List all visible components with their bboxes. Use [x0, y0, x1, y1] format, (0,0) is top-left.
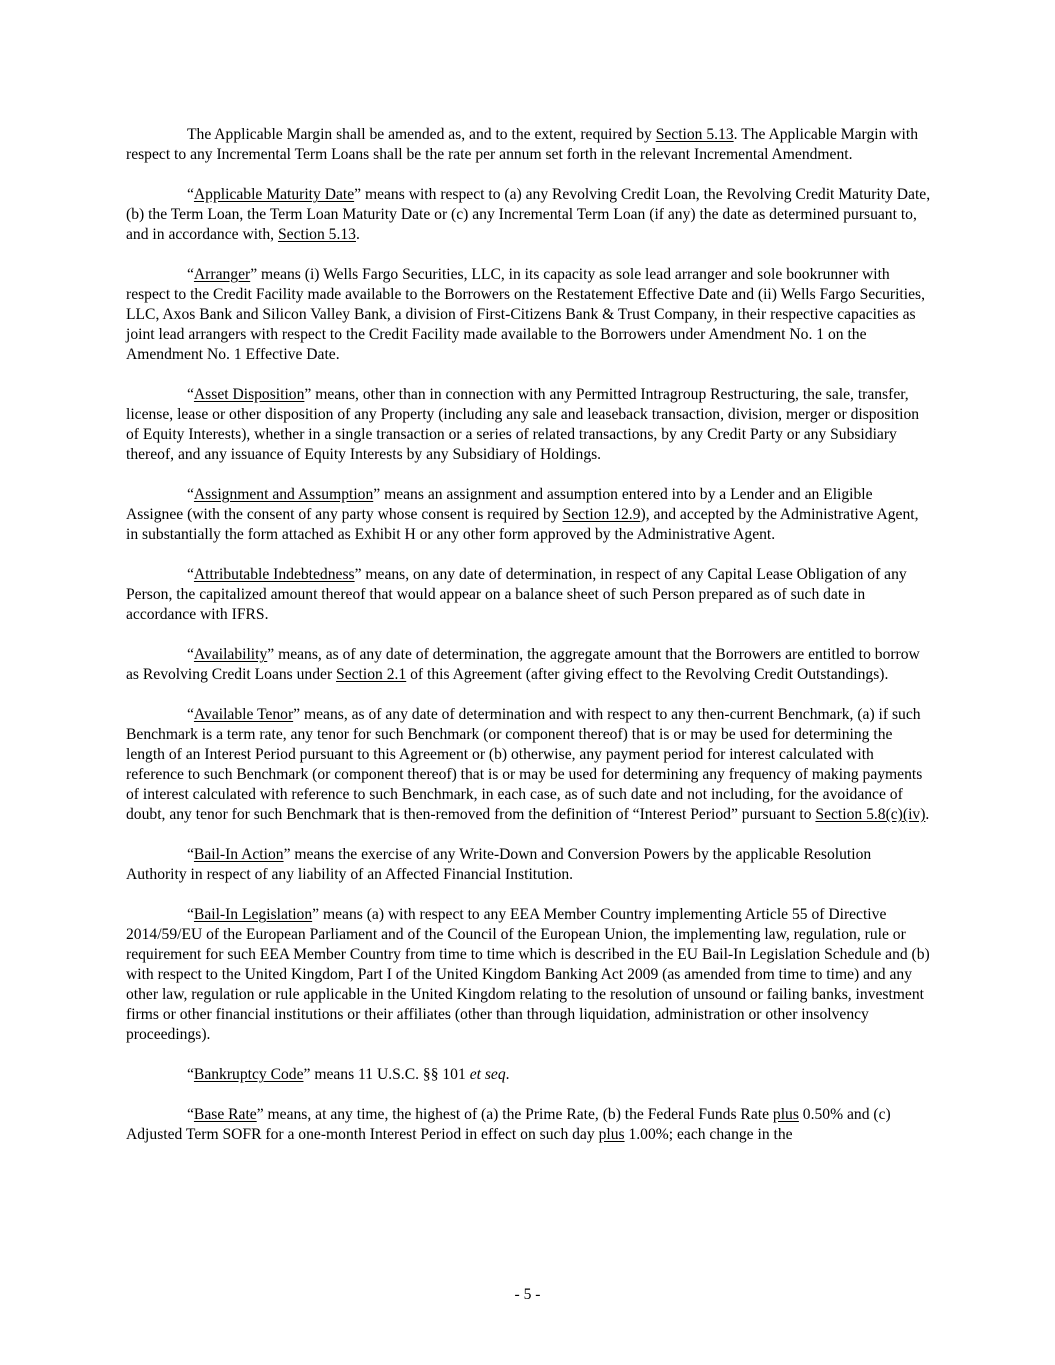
underlined-term: Bail-In Action [193, 846, 284, 863]
underlined-term: Section 5.8(c)(iv) [815, 806, 926, 823]
text-run: “ [187, 906, 194, 923]
italic-text: et seq [469, 1066, 506, 1083]
page-number: - 5 - [514, 1286, 541, 1303]
underlined-term: Section 2.1 [336, 666, 407, 683]
text-run: The Applicable Margin shall be amended as, and to the extent, required by [187, 126, 656, 143]
definition-paragraph [126, 845, 932, 885]
text-run: “ [187, 706, 194, 723]
document-body [126, 125, 932, 1145]
text-run: of this Agreement (after giving effect to the Revolving Credit Outstandings). [406, 666, 889, 683]
text-run: “ [187, 566, 194, 583]
definition-paragraph [126, 265, 932, 365]
text-run: ” means, as of any date of determination and with respect to any then-current Benchmark, (a) if such Benchmark is a term rate, any tenor for such Benchmark (or component thereof) that is or may be used for determining the length of an Interest Period pursuant to this Agreement or (b) otherwise, any payment period for interest calculated with reference to such Benchmark (or component thereof) that is or may be used for determining any frequency of making payments of interest calculated with reference to such Benchmark, in each case, as of such date and not including, for the avoidance of doubt, any tenor for such Benchmark that is then-removed from the definition of “Interest Period” pursuant to [126, 706, 923, 823]
text-run: ” means with respect to (a) any Revolving Credit Loan, the Revolving Credit Maturity Date, (b) the Term Loan, the Term Loan Maturity Date or (c) any Incremental Term Loan (if any) the date as determined pursuant to, and in accordance with, [126, 186, 931, 243]
underlined-term: Bail-In Legislation [193, 906, 313, 923]
text-run: ” means, on any date of determination, in respect of any Capital Lease Obligation of any Person, the capitalized amount thereof that would appear on a balance sheet of such Person prepared as of such date in accordance with IFRS. [126, 566, 907, 623]
underlined-term: Arranger [193, 266, 251, 283]
text-run: . [355, 226, 360, 243]
underlined-term: Available Tenor [193, 706, 294, 723]
underlined-term: plus [598, 1126, 625, 1143]
underlined-term: Section 5.13 [277, 226, 356, 243]
definition-paragraph [126, 565, 932, 625]
text-run: . The Applicable Margin with respect to any Incremental Term Loans shall be the rate per annum set forth in the relevant Incremental Amendment. [126, 126, 919, 163]
text-run: ” means (i) Wells Fargo Securities, LLC, in its capacity as sole lead arranger and sole bookrunner with respect to the Credit Facility made available to the Borrowers on the Restatement Effective Date and (ii) Wells Fargo Securities, LLC, Axos Bank and Silicon Valley Bank, a division of First-Citizens Bank & Trust Company, in their respective capacities as joint lead arrangers with respect to the Credit Facility made available to the Borrowers under Amendment No. 1 on the Amendment No. 1 Effective Date. [126, 266, 925, 363]
text-run: ” means, other than in connection with any Permitted Intragroup Restructuring, the sale, transfer, license, lease or other disposition of any Property (including any sale and leaseback transaction, division, merger or disposition of Equity Interests), whether in a single transaction or a series of related transactions, by any Credit Party or any Subsidiary thereof, and any issuance of Equity Interests by any Subsidiary of Holdings. [126, 386, 920, 463]
underlined-term: Asset Disposition [193, 386, 305, 403]
definition-paragraph [126, 905, 932, 1045]
definition-paragraph [126, 1105, 932, 1145]
text-run: ” means (a) with respect to any EEA Member Country implementing Article 55 of Directive 2014/59/EU of the European Parliament and of the Council of the European Union, the implementing law, regulation, rule or requirement for such EEA Member Country from time to time which is described in the EU Bail-In Legislation Schedule and (b) with respect to the United Kingdom, Part I of the United Kingdom Banking Act 2009 (as amended from time to time) and any other law, regulation or rule applicable in the United Kingdom relating to the resolution of unsound or failing banks, investment firms or other financial institutions or their affiliates (other than through liquidation, administration or other insolvency proceedings). [126, 906, 930, 1043]
text-run: ” means 11 U.S.C. §§ 101 [303, 1066, 470, 1083]
text-run: 0.50% and (c) Adjusted Term SOFR for a one-month Interest Period in effect on such day [126, 1106, 891, 1143]
underlined-term: plus [772, 1106, 799, 1123]
underlined-term: Assignment and Assumption [193, 486, 374, 503]
definition-paragraph [126, 385, 932, 465]
definition-paragraph [126, 645, 932, 685]
underlined-term: Applicable Maturity Date [193, 186, 355, 203]
definition-paragraph [126, 125, 932, 165]
definition-paragraph [126, 185, 932, 245]
text-run: “ [187, 1066, 194, 1083]
underlined-term: Section 5.13 [655, 126, 734, 143]
text-run: ), and accepted by the Administrative Agent, in substantially the form attached as Exhibit H or any other form approved by the Administrative Agent. [126, 506, 919, 543]
text-run: ” means, as of any date of determination, the aggregate amount that the Borrowers are entitled to borrow as Revolving Credit Loans under [126, 646, 920, 683]
definition-paragraph [126, 705, 932, 825]
definition-paragraph [126, 485, 932, 545]
underlined-term: Bankruptcy Code [193, 1066, 304, 1083]
underlined-term: Base Rate [193, 1106, 257, 1123]
text-run: ” means, at any time, the highest of (a) the Prime Rate, (b) the Federal Funds Rate [256, 1106, 773, 1123]
text-run: 1.00%; each change in the [624, 1126, 793, 1143]
underlined-term: Attributable Indebtedness [193, 566, 355, 583]
text-run: ” means the exercise of any Write-Down and Conversion Powers by the applicable Resolution Authority in respect of any liability of an Affected Financial Institution. [126, 846, 872, 883]
text-run: “ [187, 386, 194, 403]
underlined-term: Section 12.9 [562, 506, 641, 523]
text-run: . [925, 806, 930, 823]
text-run: “ [187, 266, 194, 283]
text-run: “ [187, 1106, 194, 1123]
text-run: ” means an assignment and assumption entered into by a Lender and an Eligible Assignee (with the consent of any party whose consent is required by [126, 486, 873, 523]
text-run: “ [187, 186, 194, 203]
definition-paragraph [126, 1065, 932, 1085]
text-run: . [505, 1066, 510, 1083]
text-run: “ [187, 646, 194, 663]
underlined-term: Availability [193, 646, 268, 663]
text-run: “ [187, 846, 194, 863]
text-run: “ [187, 486, 194, 503]
